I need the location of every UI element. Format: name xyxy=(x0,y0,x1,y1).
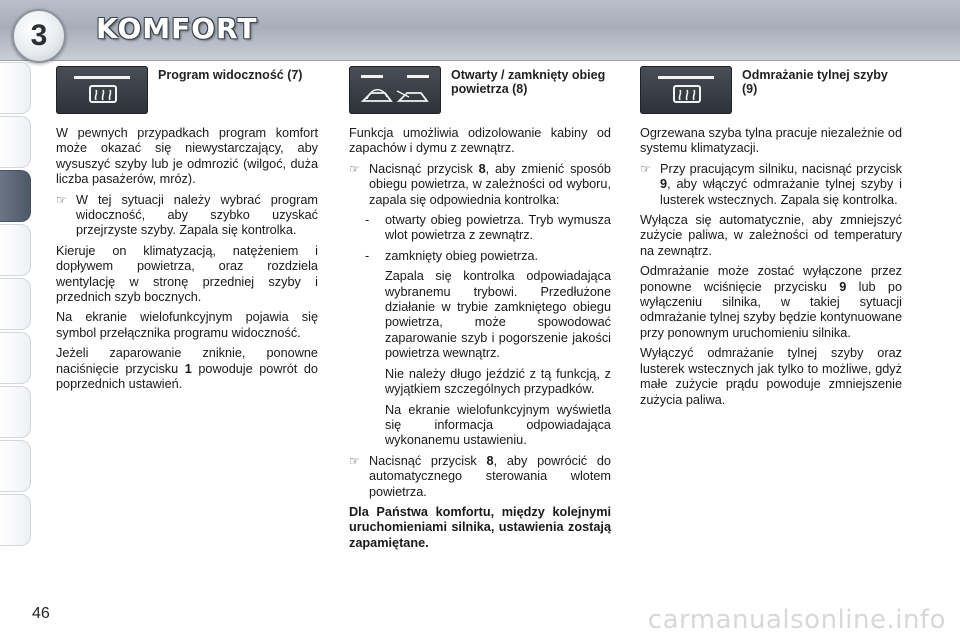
chapter-tab-8[interactable] xyxy=(0,440,31,492)
paragraph: Wyłączyć odmrażanie tylnej szyby oraz lusterek wstecznych jak tylko to możliwe, gdyż małe zużycie prądu powoduje zmniejszenie zużycia paliwa. xyxy=(640,346,902,407)
section-air-recirculation xyxy=(349,66,611,556)
dash-marker: - xyxy=(365,248,370,263)
paragraph: Wyłącza się automatycznie, aby zmniejszyć zużycie paliwa, w zależności od temperatury na zewnątrz. xyxy=(640,213,902,258)
section-body xyxy=(349,126,611,551)
chapter-tab-2[interactable] xyxy=(0,116,31,168)
option-item xyxy=(365,213,611,244)
rear-window-defrost-icon xyxy=(640,66,732,114)
chapter-tab-3-active[interactable] xyxy=(0,170,31,222)
rear-defrost-display-icon xyxy=(56,66,148,114)
paragraph: Funkcja umożliwia odizolowanie kabiny od zapachów i dymu z zewnątrz. xyxy=(349,126,611,156)
button-number: 9 xyxy=(660,177,668,192)
text-run: Nacisnąć przycisk xyxy=(369,453,487,468)
pointing-hand-icon: ☞ xyxy=(640,161,651,176)
instruction-text xyxy=(369,454,611,500)
section-heading: Program widoczność (7) xyxy=(158,68,303,82)
pointing-hand-icon: ☞ xyxy=(349,453,360,468)
instruction-item xyxy=(349,454,611,500)
pointing-hand-icon: ☞ xyxy=(56,192,67,207)
chapter-tabs xyxy=(0,62,40,582)
instruction-item xyxy=(349,162,611,208)
paragraph: Na ekranie wielofunkcyjnym pojawia się symbol przełącznika programu widoczność. xyxy=(56,310,318,340)
text-run: Jeżeli zaparowanie zniknie, ponowne naciśnięcie przycisku xyxy=(56,346,318,376)
chapter-tab-9[interactable] xyxy=(0,494,31,546)
text-run: , aby włączyć odmrażanie tylnej szyby i lusterek wstecznych. Zapala się kontrolka. xyxy=(660,177,902,207)
chapter-tab-5[interactable] xyxy=(0,278,31,330)
button-number: 1 xyxy=(184,361,192,376)
option-text: zamknięty obieg powietrza. xyxy=(385,248,539,263)
button-number: 8 xyxy=(486,453,494,468)
text-run: powoduje powrót do poprzednich ustawień. xyxy=(56,361,318,392)
section-heading: Odmrażanie tylnej szyby (9) xyxy=(742,68,888,96)
paragraph: Ogrzewana szyba tylna pracuje niezależnie od systemu klimatyzacji. xyxy=(640,126,902,156)
dash-marker: - xyxy=(365,213,370,228)
button-number: 9 xyxy=(839,279,847,294)
text-run: lub po wyłączeniu silnika, w takiej sytuacji odmrażanie tylnej szyby będzie kontynuowane przy ponownym uruchomieniu silnika. xyxy=(640,279,902,340)
paragraph xyxy=(56,346,318,392)
text-run: Przy pracującym silniku, nacisnąć przycisk xyxy=(660,161,902,176)
section-visibility-program xyxy=(56,66,318,398)
option-text: otwarty obieg powietrza. Tryb wymusza wlot powietrza z zewnątrz. xyxy=(385,213,611,243)
text-run: Odmrażanie może zostać wyłączone przez ponowne wciśnięcie przycisku xyxy=(640,264,902,294)
paragraph xyxy=(640,264,902,341)
chapter-tab-7[interactable] xyxy=(0,386,31,438)
paragraph: Nie należy długo jeździć z tą funkcją, z wyjątkiem szczególnych przypadków. xyxy=(385,366,611,397)
section-body xyxy=(56,126,318,393)
button-number: 8 xyxy=(478,161,486,176)
paragraph: Zapala się kontrolka odpowiadająca wybranemu trybowi. Przedłużone działanie w trybie zamkniętego obiegu powietrza, może spowodować zaparowanie szyb i pogorszenie jakości powietrza wewnątrz. xyxy=(385,269,611,361)
instruction-text xyxy=(369,162,611,208)
text-run: , aby powrócić do automatycznego sterowania wlotem powietrza. xyxy=(369,453,611,499)
instruction-text xyxy=(660,162,902,208)
chapter-tab-6[interactable] xyxy=(0,332,31,384)
page-number: 46 xyxy=(32,605,50,622)
section-rear-window-defrost xyxy=(640,66,902,413)
chapter-tab-1[interactable] xyxy=(0,62,31,114)
text-run: , aby zmienić sposób obiegu powietrza, w zależności od wyboru, zapala się odpowiednia kontrolka: xyxy=(369,161,611,207)
option-item xyxy=(365,249,611,264)
chapter-tab-4[interactable] xyxy=(0,224,31,276)
memory-note: Dla Państwa komfortu, między kolejnymi uruchomieniami silnika, ustawienia zostają zapamiętane. xyxy=(349,504,611,550)
instruction-item xyxy=(56,193,318,239)
paragraph: W pewnych przypadkach program komfort może okazać się niewystarczający, aby wysuszyć szyby lub je odmrozić (wilgoć, duża liczba pasażerów, mróz). xyxy=(56,126,318,187)
section-heading: Otwarty / zamknięty obieg powietrza (8) xyxy=(451,68,606,96)
instruction-item xyxy=(640,162,902,208)
air-recirculation-icon xyxy=(349,66,441,114)
page-title: KOMFORT xyxy=(96,12,258,45)
pointing-hand-icon: ☞ xyxy=(349,161,360,176)
chapter-badge: 3 xyxy=(12,9,66,63)
paragraph: Kieruje on klimatyzacją, natężeniem i dopływem powietrza, oraz rozdziela wentylację w stronę przedniej szyby i przednich szyb bocznych. xyxy=(56,243,318,305)
text-run: Nacisnąć przycisk xyxy=(369,161,479,176)
header-band xyxy=(0,0,960,61)
section-body xyxy=(640,126,902,408)
paragraph: Na ekranie wielofunkcyjnym wyświetla się informacja odpowiadająca wykonanemu ustawieniu. xyxy=(385,402,611,448)
instruction-text: W tej sytuacji należy wybrać program widoczność, aby szybko uzyskać przejrzyste szyby. Zapala się kontrolka. xyxy=(76,192,318,238)
watermark: carmanualsonline.info xyxy=(647,605,946,635)
